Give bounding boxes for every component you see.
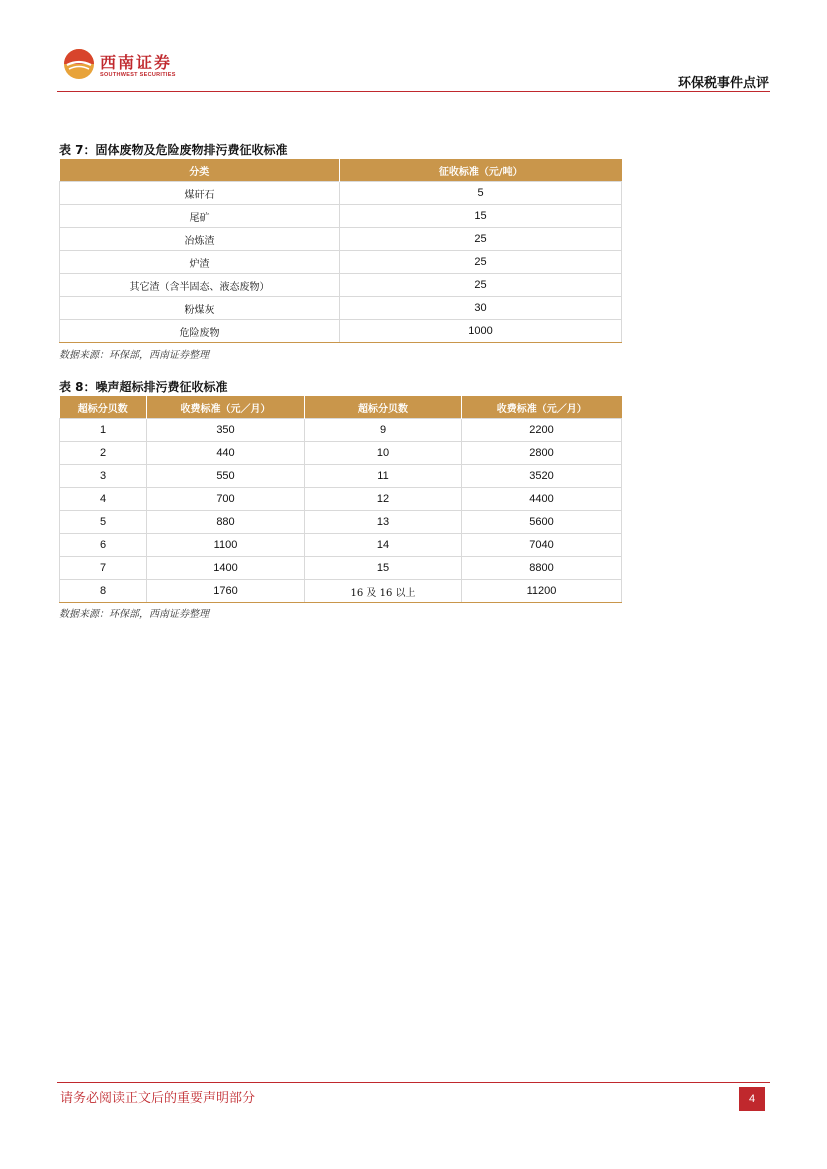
logo-chinese-name: 西南证券 <box>100 53 173 72</box>
table-row <box>60 251 622 274</box>
table-row <box>60 274 622 297</box>
table8-cell: 3 <box>60 465 147 488</box>
table8-header-fee: 收费标准（元／月） <box>462 396 622 419</box>
table-row <box>60 182 622 205</box>
table8-cell: 350 <box>147 419 305 442</box>
table-row <box>60 419 622 442</box>
table8-title: 表 8：噪声超标排污费征收标准 <box>59 380 228 394</box>
table7-cell-category: 其它渣（含半固态、液态废物） <box>60 274 340 297</box>
table8-cell: 2 <box>60 442 147 465</box>
table7-title: 表 7：固体废物及危险废物排污费征收标准 <box>59 143 288 157</box>
table8-cell: 1760 <box>147 580 305 603</box>
table7-header-row <box>60 159 622 182</box>
table8-header-fee: 收费标准（元／月） <box>147 396 305 419</box>
header-divider <box>57 91 770 92</box>
table-row <box>60 557 622 580</box>
table8-cell: 1100 <box>147 534 305 557</box>
table8-cell: 4 <box>60 488 147 511</box>
table8-cell: 880 <box>147 511 305 534</box>
table8-cell: 16 及 16 以上 <box>305 580 462 603</box>
table8-cell: 5600 <box>462 511 622 534</box>
table7-cell-category: 尾矿 <box>60 205 340 228</box>
table7-cell-fee: 25 <box>340 274 622 297</box>
logo-mark-icon <box>63 48 95 80</box>
table7-header-category: 分类 <box>60 159 340 182</box>
table8-header-decibels: 超标分贝数 <box>60 396 147 419</box>
table7-cell-fee: 25 <box>340 228 622 251</box>
table8-cell: 11 <box>305 465 462 488</box>
table8-cell: 10 <box>305 442 462 465</box>
table7-cell-category: 煤矸石 <box>60 182 340 205</box>
disclaimer-notice: 请务必阅读正文后的重要声明部分 <box>60 1091 256 1106</box>
table8-cell: 440 <box>147 442 305 465</box>
table8-cell: 2800 <box>462 442 622 465</box>
table7-source-note: 数据来源：环保部，西南证券整理 <box>59 350 209 361</box>
table8-cell: 2200 <box>462 419 622 442</box>
table8-source-note: 数据来源：环保部，西南证券整理 <box>59 609 209 620</box>
table-row <box>60 580 622 603</box>
table-row <box>60 205 622 228</box>
table-row <box>60 320 622 343</box>
table7-cell-fee: 25 <box>340 251 622 274</box>
table8-cell: 14 <box>305 534 462 557</box>
table-row <box>60 297 622 320</box>
table8-cell: 7 <box>60 557 147 580</box>
table7-cell-category: 危险废物 <box>60 320 340 343</box>
table-row <box>60 442 622 465</box>
footer-divider <box>57 1082 770 1083</box>
table8-cell: 11200 <box>462 580 622 603</box>
table8-cell: 550 <box>147 465 305 488</box>
table8-cell: 4400 <box>462 488 622 511</box>
table-row <box>60 534 622 557</box>
table7-cell-category: 炉渣 <box>60 251 340 274</box>
table8-cell: 9 <box>305 419 462 442</box>
table8-cell: 700 <box>147 488 305 511</box>
table7-cell-fee: 5 <box>340 182 622 205</box>
report-type-title: 环保税事件点评 <box>677 76 769 91</box>
table-row <box>60 465 622 488</box>
table8-cell: 13 <box>305 511 462 534</box>
table-row <box>60 511 622 534</box>
table7-header-standard: 征收标准（元/吨） <box>340 159 622 182</box>
table7-cell-category: 冶炼渣 <box>60 228 340 251</box>
table8-cell: 1 <box>60 419 147 442</box>
table8-cell: 1400 <box>147 557 305 580</box>
table8-noise-fees <box>59 396 622 603</box>
table7-cell-category: 粉煤灰 <box>60 297 340 320</box>
table8-cell: 5 <box>60 511 147 534</box>
table7-cell-fee: 15 <box>340 205 622 228</box>
page-number: 4 <box>739 1087 765 1111</box>
table7-solid-waste-fees <box>59 159 622 343</box>
logo-english-name: SOUTHWEST SECURITIES <box>100 72 176 78</box>
table-row <box>60 228 622 251</box>
table8-header-decibels: 超标分贝数 <box>305 396 462 419</box>
table8-cell: 8800 <box>462 557 622 580</box>
table-row <box>60 488 622 511</box>
table8-cell: 6 <box>60 534 147 557</box>
table8-cell: 12 <box>305 488 462 511</box>
table8-cell: 8 <box>60 580 147 603</box>
company-logo <box>63 48 183 84</box>
table8-cell: 15 <box>305 557 462 580</box>
table8-header-row <box>60 396 622 419</box>
table8-cell: 7040 <box>462 534 622 557</box>
table8-cell: 3520 <box>462 465 622 488</box>
table7-cell-fee: 1000 <box>340 320 622 343</box>
table7-cell-fee: 30 <box>340 297 622 320</box>
